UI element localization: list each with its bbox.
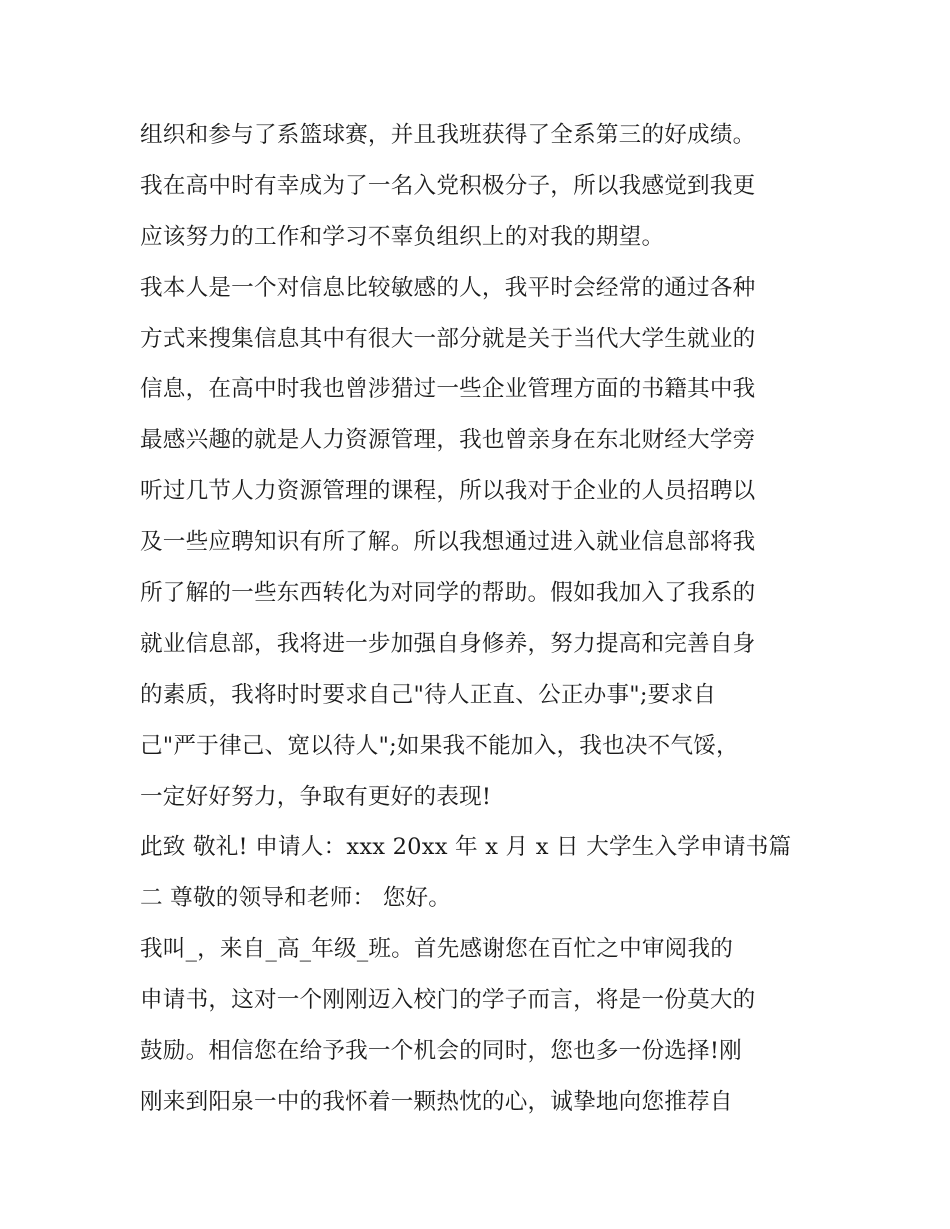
text-line: 及一些应聘知识有所了解。所以我想通过进入就业信息部将我 xyxy=(140,529,756,556)
text-line: 刚来到阳泉一中的我怀着一颗热忱的心，诚挚地向您推荐自 xyxy=(140,1088,733,1115)
text-line: 己"严于律己、宽以待人";如果我不能加入，我也决不气馁， xyxy=(140,732,739,759)
text-line: 二 尊敬的领导和老师： 您好。 xyxy=(140,885,452,912)
text-line: 所了解的一些东西转化为对同学的帮助。假如我加入了我系的 xyxy=(140,580,756,607)
text-line: 应该努力的工作和学习不辜负组织上的对我的期望。 xyxy=(140,223,665,250)
text-line: 的素质，我将时时要求自己"待人正直、公正办事";要求自 xyxy=(140,681,717,708)
document-body xyxy=(140,110,820,1128)
text-line: 我在高中时有幸成为了一名入党积极分子，所以我感觉到我更 xyxy=(140,172,756,199)
text-line: 方式来搜集信息其中有很大一部分就是关于当代大学生就业的 xyxy=(140,325,756,352)
text-line: 鼓励。相信您在给予我一个机会的同时，您也多一份选择!刚 xyxy=(140,1038,742,1065)
text-line: 我本人是一个对信息比较敏感的人，我平时会经常的通过各种 xyxy=(140,274,756,301)
text-line: 一定好好努力，争取有更好的表现! xyxy=(140,783,492,810)
text-line: 最感兴趣的就是人力资源管理，我也曾亲身在东北财经大学旁 xyxy=(140,427,756,454)
text-line: 就业信息部，我将进一步加强自身修养，努力提高和完善自身 xyxy=(140,630,756,657)
text-line: 听过几节人力资源管理的课程，所以我对于企业的人员招聘以 xyxy=(140,478,756,505)
text-line: 我叫_，来自_高_年级_班。首先感谢您在百忙之中审阅我的 xyxy=(140,936,734,963)
text-line: 申请书，这对一个刚刚迈入校门的学子而言，将是一份莫大的 xyxy=(140,987,756,1014)
text-line: 此致 敬礼! 申请人：xxx 20xx 年 x 月 x 日 大学生入学申请书篇 xyxy=(140,834,792,861)
text-line: 信息，在高中时我也曾涉猎过一些企业管理方面的书籍其中我 xyxy=(140,376,756,403)
text-line: 组织和参与了系篮球赛，并且我班获得了全系第三的好成绩。 xyxy=(140,122,756,148)
